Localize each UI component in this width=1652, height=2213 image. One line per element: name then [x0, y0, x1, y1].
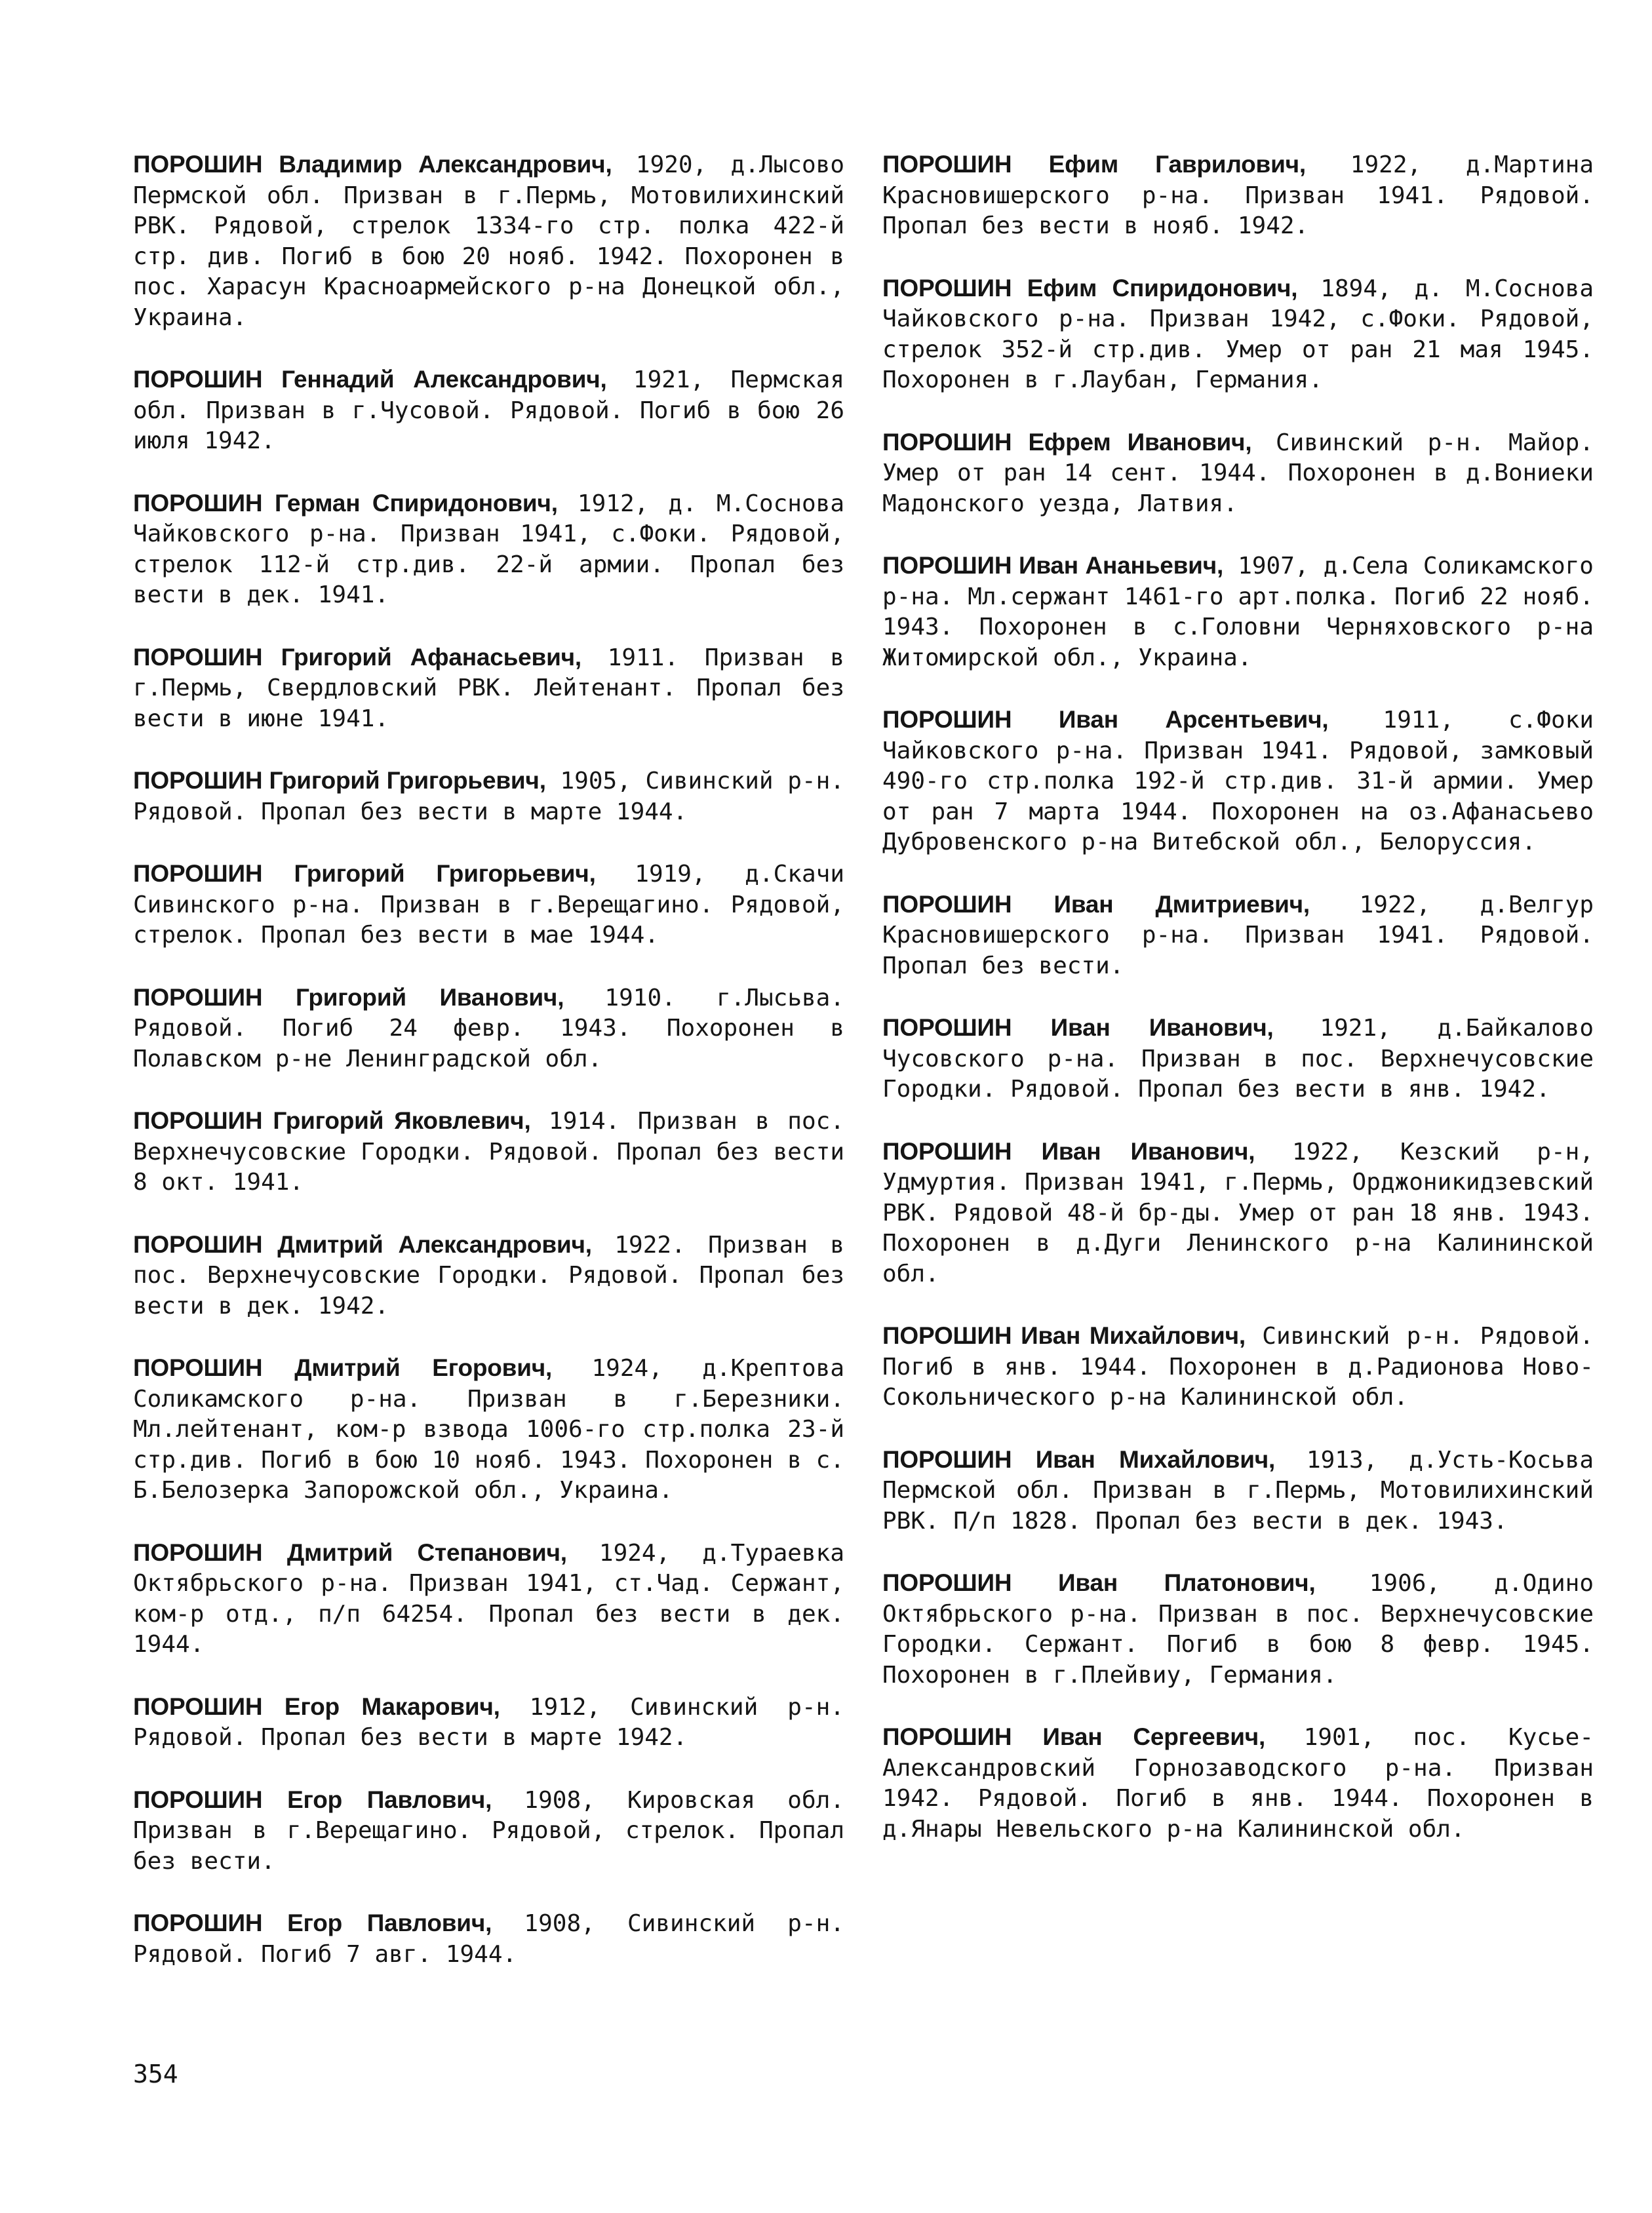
entry-name: ПОРОШИН Дмитрий Степанович, — [133, 1538, 567, 1566]
entry — [882, 1568, 1594, 1691]
entry-name: ПОРОШИН Владимир Александрович, — [133, 151, 612, 178]
entry-text: 1894, д. М.Соснова Чайковского р-на. Призван 1942, с.Фоки. Рядовой, стрелок 352-й стр.див. Умер от ран 21 мая 1945. Похоронен в г.Лаубан, Германия. — [882, 275, 1594, 393]
entry-name: ПОРОШИН Григорий Григорьевич, — [133, 860, 596, 887]
entry-name: ПОРОШИН Егор Макарович, — [133, 1693, 500, 1720]
entry-text: 1901, пос. Кусье-Александровский Горнозаводского р-на. Призван 1942. Рядовой. Погиб в янв. 1944. Похоронен в д.Янары Невельского р-на Калининской обл. — [882, 1724, 1594, 1843]
entry-text: Сивинский р-н. Рядовой. Погиб в янв. 1944. Похоронен в д.Радионова Ново-Сокольнического р-на Калининской обл. — [882, 1323, 1594, 1411]
entry — [882, 1013, 1594, 1105]
entry-text: 1924, д.Крептова Соликамского р-на. Призван в г.Березники. Мл.лейтенант, ком-р взвода 1006-го стр.полка 23-й стр.див. Погиб в бою 10 нояб. 1943. Похоронен в с. Б.Белозерка Запорожской обл., Украина. — [133, 1355, 844, 1504]
entry-text: 1920, д.Лысово Пермской обл. Призван в г.Пермь, Мотовилихинский РВК. Рядовой, стрелок 1334-го стр. полка 422-й стр. див. Погиб в бою 20 нояб. 1942. Похоронен в пос. Харасун Красноармейского р-на Донецкой обл., Украина. — [133, 151, 844, 331]
entry-name: ПОРОШИН Иван Дмитриевич, — [882, 890, 1310, 918]
entry-text: 1908, Сивинский р-н. Рядовой. Погиб 7 авг. 1944. — [133, 1910, 844, 1968]
entry — [133, 983, 844, 1075]
entry-text: 1914. Призван в пос. Верхнечусовские Городки. Рядовой. Пропал без вести 8 окт. 1941. — [133, 1108, 845, 1196]
entry-name: ПОРОШИН Григорий Григорьевич, — [133, 767, 546, 794]
entry-name: ПОРОШИН Иван Иванович, — [882, 1014, 1274, 1041]
entry-text: 1905, Сивинский р-н. Рядовой. Пропал без вести в марте 1944. — [133, 768, 844, 825]
entry-name: ПОРОШИН Иван Иванович, — [882, 1137, 1255, 1165]
entry-name: ПОРОШИН Григорий Иванович, — [133, 983, 564, 1011]
entry-text: 1921, д.Байкалово Чусовского р-на. Призван в пос. Верхнечусовские Городки. Рядовой. Пропал без вести в янв. 1942. — [882, 1015, 1594, 1103]
entry-name: ПОРОШИН Иван Арсентьевич, — [882, 706, 1329, 733]
page-number: 354 — [133, 2060, 178, 2088]
entry — [133, 1538, 844, 1660]
entry — [133, 1908, 844, 1970]
entry-text: Сивинский р-н. Майор. Умер от ран 14 сент. 1944. Похоронен в д.Вониеки Мадонского уезда, Латвия. — [882, 429, 1594, 517]
entry-name: ПОРОШИН Ефим Спиридонович, — [882, 274, 1298, 302]
entry-name: ПОРОШИН Дмитрий Александрович, — [133, 1230, 592, 1258]
entry-text: 1913, д.Усть-Косьва Пермской обл. Призван в г.Пермь, Мотовилихинский РВК. П/п 1828. Пропал без вести в дек. 1943. — [882, 1446, 1594, 1535]
entry-name: ПОРОШИН Иван Михайлович, — [882, 1322, 1246, 1349]
entry-text: 1912, д. М.Соснова Чайковского р-на. Призван 1941, с.Фоки. Рядовой, стрелок 112-й стр.див. 22-й армии. Пропал без вести в дек. 1941. — [133, 490, 844, 608]
entry — [882, 1137, 1594, 1290]
entry-name: ПОРОШИН Иван Ананьевич, — [882, 552, 1224, 579]
entry-text: 1922, Кезский р-н, Удмуртия. Призван 1941, г.Пермь, Орджоникидзевский РВК. Рядовой 48-й бр-ды. Умер от ран 18 янв. 1943. Похоронен в д.Дуги Ленинского р-на Калининской обл. — [882, 1138, 1594, 1287]
entry-name: ПОРОШИН Герман Спиридонович, — [133, 489, 558, 517]
entry — [133, 488, 844, 611]
entry-text: 1908, Кировская обл. Призван в г.Верещагино. Рядовой, стрелок. Пропал без вести. — [133, 1786, 844, 1875]
entry — [133, 1230, 844, 1322]
entry — [133, 1353, 844, 1506]
entry-text: 1910. г.Лысьва. Рядовой. Погиб 24 февр. 1943. Похоронен в Полавском р-не Ленинградской обл. — [133, 984, 845, 1072]
entry — [882, 1445, 1594, 1537]
entry — [133, 766, 844, 827]
entry-text: 1907, д.Села Соликамского р-на. Мл.сержант 1461-го арт.полка. Погиб 22 нояб. 1943. Похоронен в с.Головни Черняховского р-на Житомирской обл., Украина. — [882, 553, 1594, 671]
entry — [882, 1722, 1594, 1845]
entry-name: ПОРОШИН Егор Павлович, — [133, 1909, 492, 1936]
entry-text: 1912, Сивинский р-н. Рядовой. Пропал без вести в марте 1942. — [133, 1693, 844, 1751]
entry — [882, 705, 1594, 858]
entry-text: 1911, с.Фоки Чайковского р-на. Призван 1941. Рядовой, замковый 490-го стр.полка 192-й стр.див. 31-й армии. Умер от ран 7 марта 1944. Похоронен на оз.Афанасьево Дубровенского р-на Витебской обл., Белоруссия. — [882, 707, 1594, 855]
entry-name: ПОРОШИН Иван Платонович, — [882, 1569, 1316, 1596]
entry-name: ПОРОШИН Григорий Афанасьевич, — [133, 643, 582, 671]
entry-name: ПОРОШИН Ефрем Иванович, — [882, 428, 1252, 456]
entry-name: ПОРОШИН Дмитрий Егорович, — [133, 1354, 553, 1381]
entry — [133, 1692, 844, 1753]
entry-text: 1922, д.Велгур Красновишерского р-на. Призван 1941. Рядовой. Пропал без вести. — [882, 891, 1594, 979]
entry-text: 1922, д.Мартина Красновишерского р-на. Призван 1941. Рядовой. Пропал без вести в нояб. 1942. — [882, 151, 1594, 239]
entry-text: 1911. Призван в г.Пермь, Свердловский РВК. Лейтенант. Пропал без вести в июне 1941. — [133, 644, 844, 732]
entry — [882, 551, 1594, 673]
entry-name: ПОРОШИН Ефим Гаврилович, — [882, 151, 1307, 178]
entry — [882, 273, 1594, 396]
entry — [133, 1106, 844, 1198]
entry-name: ПОРОШИН Иван Михайлович, — [882, 1445, 1276, 1473]
entry-text: 1924, д.Тураевка Октябрьского р-на. Призван 1941, ст.Чад. Сержант, ком-р отд., п/п 64254. Пропал без вести в дек. 1944. — [133, 1539, 844, 1658]
entry — [882, 890, 1594, 982]
entry-name: ПОРОШИН Геннадий Александрович, — [133, 366, 607, 393]
right-column — [882, 149, 1594, 1876]
entry-text: 1922. Призван в пос. Верхнечусовские Городки. Рядовой. Пропал без вести в дек. 1942. — [133, 1231, 845, 1320]
entry-name: ПОРОШИН Григорий Яковлевич, — [133, 1107, 531, 1134]
left-column — [133, 149, 844, 2001]
entry-text: 1919, д.Скачи Сивинского р-на. Призван в г.Верещагино. Рядовой, стрелок. Пропал без вести в мае 1944. — [133, 861, 844, 949]
entry-name: ПОРОШИН Егор Павлович, — [133, 1786, 492, 1813]
entry — [133, 149, 844, 333]
entry — [133, 364, 844, 457]
entry — [133, 1785, 844, 1877]
entry — [882, 149, 1594, 242]
entry-text: 1921, Пермская обл. Призван в г.Чусовой. Рядовой. Погиб в бою 26 июля 1942. — [133, 366, 844, 454]
entry — [882, 427, 1594, 520]
entry-name: ПОРОШИН Иван Сергеевич, — [882, 1723, 1266, 1750]
entry — [882, 1321, 1594, 1413]
entry-text: 1906, д.Одино Октябрьского р-на. Призван в пос. Верхнечусовские Городки. Сержант. Погиб в бою 8 февр. 1945. Похоронен в г.Плейвиу, Германия. — [882, 1570, 1594, 1689]
entry — [133, 859, 844, 951]
entry — [133, 642, 844, 735]
